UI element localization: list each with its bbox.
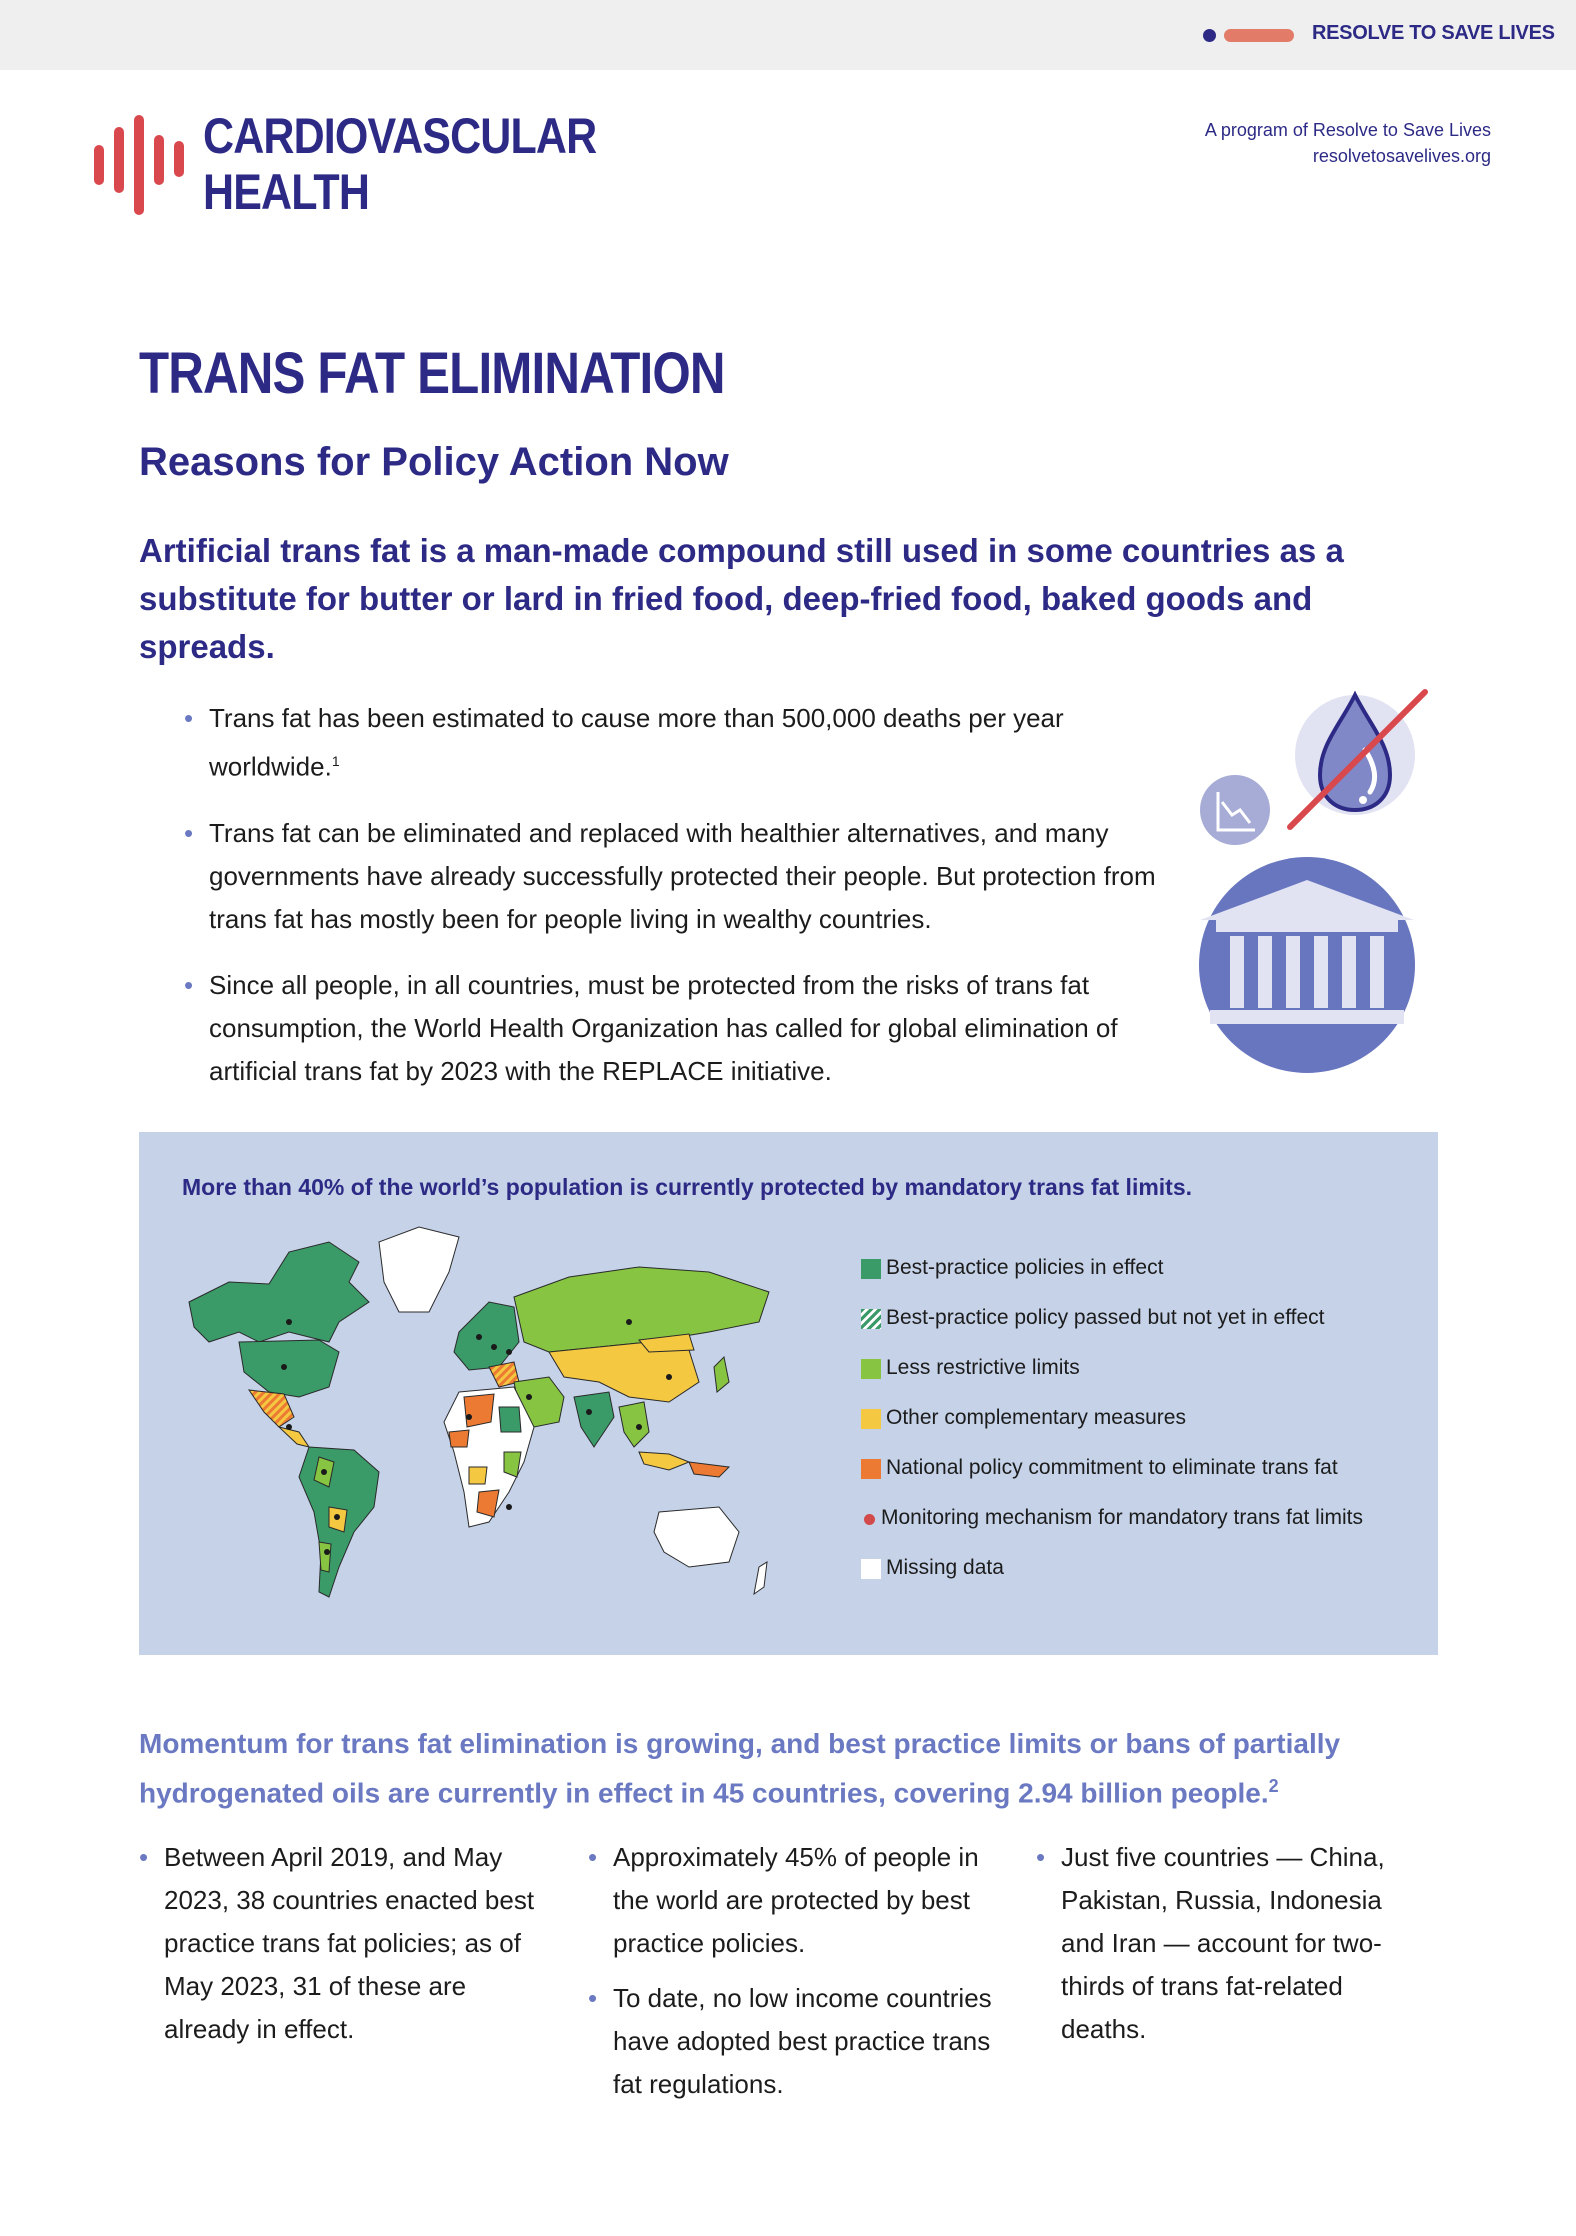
list-item: • Trans fat has been estimated to cause more than 500,000 deaths per year worldwide.$^1$ — [184, 703, 1064, 782]
facts-column-3 — [1036, 1836, 1421, 2063]
brand-dot — [1203, 29, 1216, 42]
top-bar — [0, 0, 1576, 70]
map-caption: More than 40% of the world’s population is currently protected by mandatory trans fat limits. — [182, 1174, 1193, 1200]
list-item: • Approximately 45% of people in the world are protected by best practice policies. — [588, 1842, 979, 1958]
header-brand: RESOLVE TO SAVE LIVES — [1312, 22, 1555, 44]
chart-decline-icon — [1200, 775, 1270, 845]
heartbeat-logo-icon — [92, 115, 192, 215]
facts-column-2 — [588, 1836, 1013, 2118]
footnote-marker: 2 — [1268, 1776, 1279, 1796]
legend-swatch — [861, 1459, 881, 1479]
legend-swatch — [861, 1559, 881, 1579]
program-info — [1205, 117, 1491, 169]
government-building-icon — [1199, 857, 1415, 1073]
brand-pill — [1224, 29, 1294, 42]
reasons-list — [184, 697, 1159, 1116]
legend-swatch — [861, 1359, 881, 1379]
page-title: TRANS FAT ELIMINATION — [139, 341, 725, 406]
list-item: • Between April 2019, and May 2023, 38 countries enacted best practice trans fat policies; as of May 2023, 31 of these are already in effect. — [139, 1842, 535, 2044]
world-map — [169, 1222, 849, 1642]
list-item: • Since all people, in all countries, must be protected from the risks of trans fat consumption, the World Health Organization has called for global elimination of artificial trans fat by 2023 with the REPLACE initiative. — [184, 969, 1118, 1086]
map-panel: More than 40% of the world’s population is currently protected by mandatory trans fat limits. Best-practice policies in effect Best-practice policy passed but not yet in effect Less restrictive limits Other complementary measures National policy commitment to eliminate trans fat Monitoring mechanism for mandatory trans fat limits Missing data — [139, 1132, 1438, 1655]
legend-swatch — [861, 1409, 881, 1429]
program-url: resolvetosavelives.org — [1312, 146, 1491, 166]
lead-paragraph: Artificial trans fat is a man-made compound still used in some countries as a substitute for butter or lard in fried food, deep-fried food, baked goods and spreads. — [139, 532, 1344, 665]
list-item: • To date, no low income countries have adopted best practice trans fat regulations. — [588, 1983, 992, 2099]
logo-line-1: CARDIOVASCULAR — [203, 108, 597, 164]
legend-swatch — [861, 1259, 881, 1279]
policy-illustration — [1190, 680, 1430, 1080]
momentum-heading: Momentum for trans fat elimination is growing, and best practice limits or bans of partially hydrogenated oils are currently in effect in 45 countries, covering 2.94 billion people.$^2$ — [139, 1728, 1341, 1809]
logo-line-2: HEALTH — [203, 164, 370, 220]
list-item: • Just five countries — China, Pakistan, Russia, Indonesia and Iran — account for two-thirds of trans fat-related deaths. — [1036, 1842, 1385, 2044]
footnote-marker: 1 — [331, 753, 340, 769]
page-subtitle: Reasons for Policy Action Now — [139, 440, 729, 484]
legend-swatch — [861, 1309, 881, 1329]
list-item: • Trans fat can be eliminated and replaced with healthier alternatives, and many governments have already successfully protected their people. But protection from trans fat has mostly been for people living in wealthy countries. — [184, 817, 1156, 934]
program-line: A program of Resolve to Save Lives — [1204, 120, 1491, 140]
legend-dot — [864, 1514, 875, 1525]
no-oil-drop-icon — [1290, 692, 1425, 827]
logo-wordmark — [203, 108, 596, 220]
facts-column-1 — [139, 1836, 544, 2063]
